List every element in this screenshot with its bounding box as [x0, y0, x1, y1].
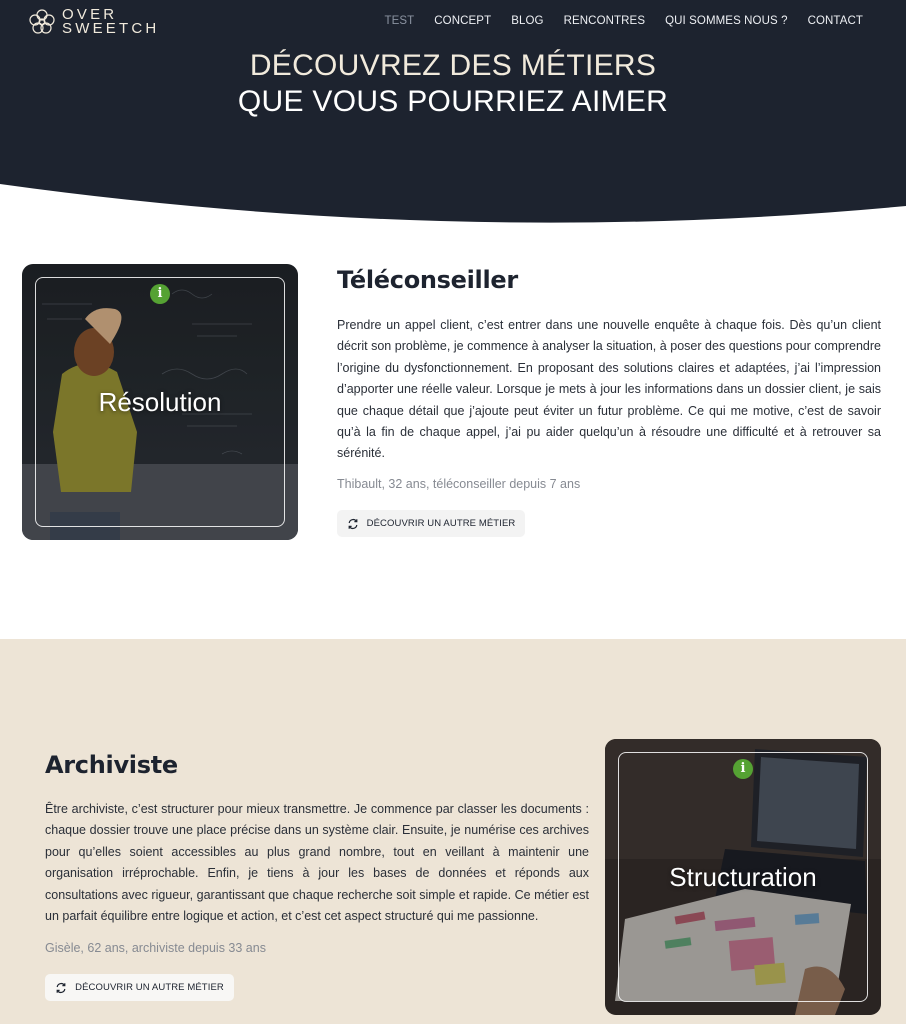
button-label: DÉCOUVRIR UN AUTRE MÉTIER: [366, 518, 516, 529]
card-label: Structuration: [669, 862, 817, 892]
logo[interactable]: [28, 8, 159, 36]
discover-another-job-button[interactable]: [45, 974, 234, 1001]
job-description: Être archiviste, c’est structurer pour mieux transmettre. Je commence par classer les documents : chaque dossier trouve une place précise dans un système clair. Ensuite, je numérise ces archives pour qu’elles soient accessibles au plus grand nombre, tout en veillant à maintenir une organisation irréprochable. Enfin, je tiens à jour les bases de données et réponds aux consultations avec rigueur, garantissant que chaque recherche soit simple et rapide. Ce métier est un parfait équilibre entre logique et action, et c’est cet aspect structuré qui me passionne.: [45, 802, 589, 924]
nav-qui-sommes-nous[interactable]: QUI SOMMES NOUS ?: [665, 15, 788, 27]
job-author: Thibault, 32 ans, téléconseiller depuis 7 ans: [337, 477, 581, 491]
job-title: Archiviste: [45, 751, 178, 779]
job-card-archiviste[interactable]: [605, 739, 881, 1015]
job-card-teleconseiller[interactable]: [22, 264, 298, 540]
refresh-icon: [347, 518, 359, 530]
job-title: Téléconseiller: [337, 266, 518, 294]
info-icon[interactable]: i: [733, 759, 753, 779]
button-label: DÉCOUVRIR UN AUTRE MÉTIER: [75, 982, 224, 993]
page-title-line-2: QUE VOUS POURRIEZ AIMER: [237, 85, 669, 118]
main-nav: [384, 15, 863, 27]
nav-concept[interactable]: CONCEPT: [434, 15, 492, 27]
refresh-icon: [55, 982, 67, 994]
flower-logo-icon: [28, 8, 56, 36]
card-label: Résolution: [98, 387, 222, 417]
hero-header: [0, 0, 906, 230]
logo-text: [62, 8, 159, 36]
nav-rencontres[interactable]: RENCONTRES: [563, 15, 646, 27]
nav-test[interactable]: TEST: [384, 15, 415, 27]
info-icon[interactable]: i: [150, 284, 170, 304]
nav-blog[interactable]: BLOG: [511, 15, 544, 27]
job-description: Prendre un appel client, c’est entrer dans une nouvelle enquête à chaque fois. Dès qu’un client décrit son problème, je commence à analyser la situation, à poser des questions pour comprendre l’origine du dysfonctionnement. En proposant des solutions claires et adaptées, j’ai l’impression d’apporter une réelle valeur. Lorsque je mets à jour les informations dans un dossier client, je sais que chaque détail que j’ajoute peut éviter un futur problème. Ce qui me motive, c’est de savoir qu’à la fin de chaque appel, j’ai pu aider quelqu’un à résoudre une difficulté et à retrouver sa sérénité.: [337, 318, 881, 461]
discover-another-job-button[interactable]: [337, 510, 525, 537]
logo-line-2: SWEETCH: [62, 20, 160, 37]
page-title: [0, 48, 906, 120]
nav-contact[interactable]: CONTACT: [807, 15, 863, 27]
logo-line-1: OVER: [62, 6, 118, 23]
job-author: Gisèle, 62 ans, archiviste depuis 33 ans: [45, 941, 266, 955]
page-title-line-1: DÉCOUVREZ DES MÉTIERS: [249, 49, 657, 82]
